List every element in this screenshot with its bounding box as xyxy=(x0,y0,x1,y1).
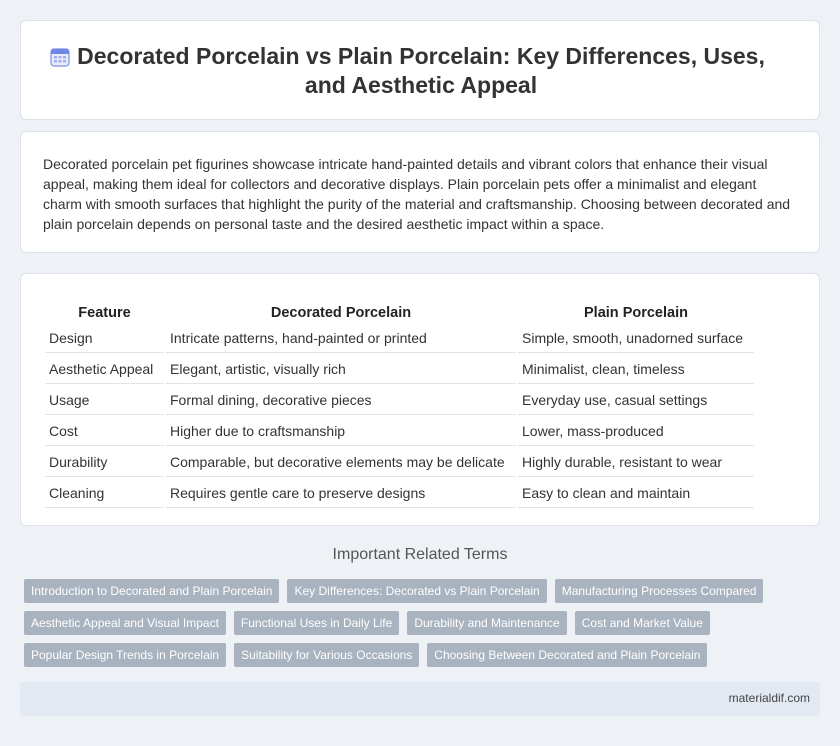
table-row xyxy=(45,386,754,415)
tag-link[interactable]: Choosing Between Decorated and Plain Porcelain xyxy=(427,643,707,667)
table-cell: Higher due to craftsmanship xyxy=(166,417,516,446)
table-cell: Usage xyxy=(45,386,164,415)
intro-text: Decorated porcelain pet figurines showcase intricate hand-painted details and vibrant colors that enhance their visual appeal, making them ideal for collectors and decorative displays. Plain porcelain pets offer a minimalist and elegant charm with smooth surfaces that highlight the purity of the material and craftsmanship. Choosing between decorated and plain porcelain depends on personal taste and the desired aesthetic impact within a space. xyxy=(43,156,791,232)
tag-row xyxy=(24,643,784,667)
table-cell: Formal dining, decorative pieces xyxy=(166,386,516,415)
related-terms-title: Important Related Terms xyxy=(332,546,508,563)
tag-link[interactable]: Durability and Maintenance xyxy=(407,611,566,635)
table-cell: Cost xyxy=(45,417,164,446)
table-row xyxy=(45,479,754,508)
table-row xyxy=(45,355,754,384)
table-header-decorated: Decorated Porcelain xyxy=(270,305,412,321)
table-cell: Intricate patterns, hand-painted or printed xyxy=(166,324,516,353)
table-cell: Everyday use, casual settings xyxy=(518,386,754,415)
tag-link[interactable]: Suitability for Various Occasions xyxy=(234,643,419,667)
tag-link[interactable]: Cost and Market Value xyxy=(575,611,710,635)
table-cell: Durability xyxy=(45,448,164,477)
table-row xyxy=(45,448,754,477)
page-title: Decorated Porcelain vs Plain Porcelain: Key Differences, Uses, and Aesthetic Appeal xyxy=(77,43,765,98)
table-cell: Design xyxy=(45,324,164,353)
header-card xyxy=(20,20,820,120)
tag-row xyxy=(24,611,784,635)
tag-link[interactable]: Key Differences: Decorated vs Plain Porcelain xyxy=(287,579,546,603)
table-header-plain: Plain Porcelain xyxy=(584,305,688,321)
tag-link[interactable]: Functional Uses in Daily Life xyxy=(234,611,399,635)
intro-card xyxy=(20,131,820,253)
tag-link[interactable]: Popular Design Trends in Porcelain xyxy=(24,643,226,667)
table-cell: Comparable, but decorative elements may be delicate xyxy=(166,448,516,477)
related-terms-tags xyxy=(24,579,784,675)
table-cell: Elegant, artistic, visually rich xyxy=(166,355,516,384)
comparison-card xyxy=(20,273,820,526)
table-cell: Aesthetic Appeal xyxy=(45,355,164,384)
comparison-table xyxy=(43,296,756,510)
table-cell: Highly durable, resistant to wear xyxy=(518,448,754,477)
footer xyxy=(20,682,820,716)
tag-link[interactable]: Aesthetic Appeal and Visual Impact xyxy=(24,611,226,635)
table-row xyxy=(45,324,754,353)
table-cell: Easy to clean and maintain xyxy=(518,479,754,508)
table-cell: Lower, mass-produced xyxy=(518,417,754,446)
table-cell: Requires gentle care to preserve designs xyxy=(166,479,516,508)
table-header-feature: Feature xyxy=(78,305,131,321)
tag-link[interactable]: Manufacturing Processes Compared xyxy=(555,579,764,603)
footer-site-link[interactable]: materialdif.com xyxy=(728,691,810,705)
table-cell: Minimalist, clean, timeless xyxy=(518,355,754,384)
table-row xyxy=(45,417,754,446)
table-cell: Simple, smooth, unadorned surface xyxy=(518,324,754,353)
tag-link[interactable]: Introduction to Decorated and Plain Porcelain xyxy=(24,579,279,603)
table-cell: Cleaning xyxy=(45,479,164,508)
tag-row xyxy=(24,579,784,603)
